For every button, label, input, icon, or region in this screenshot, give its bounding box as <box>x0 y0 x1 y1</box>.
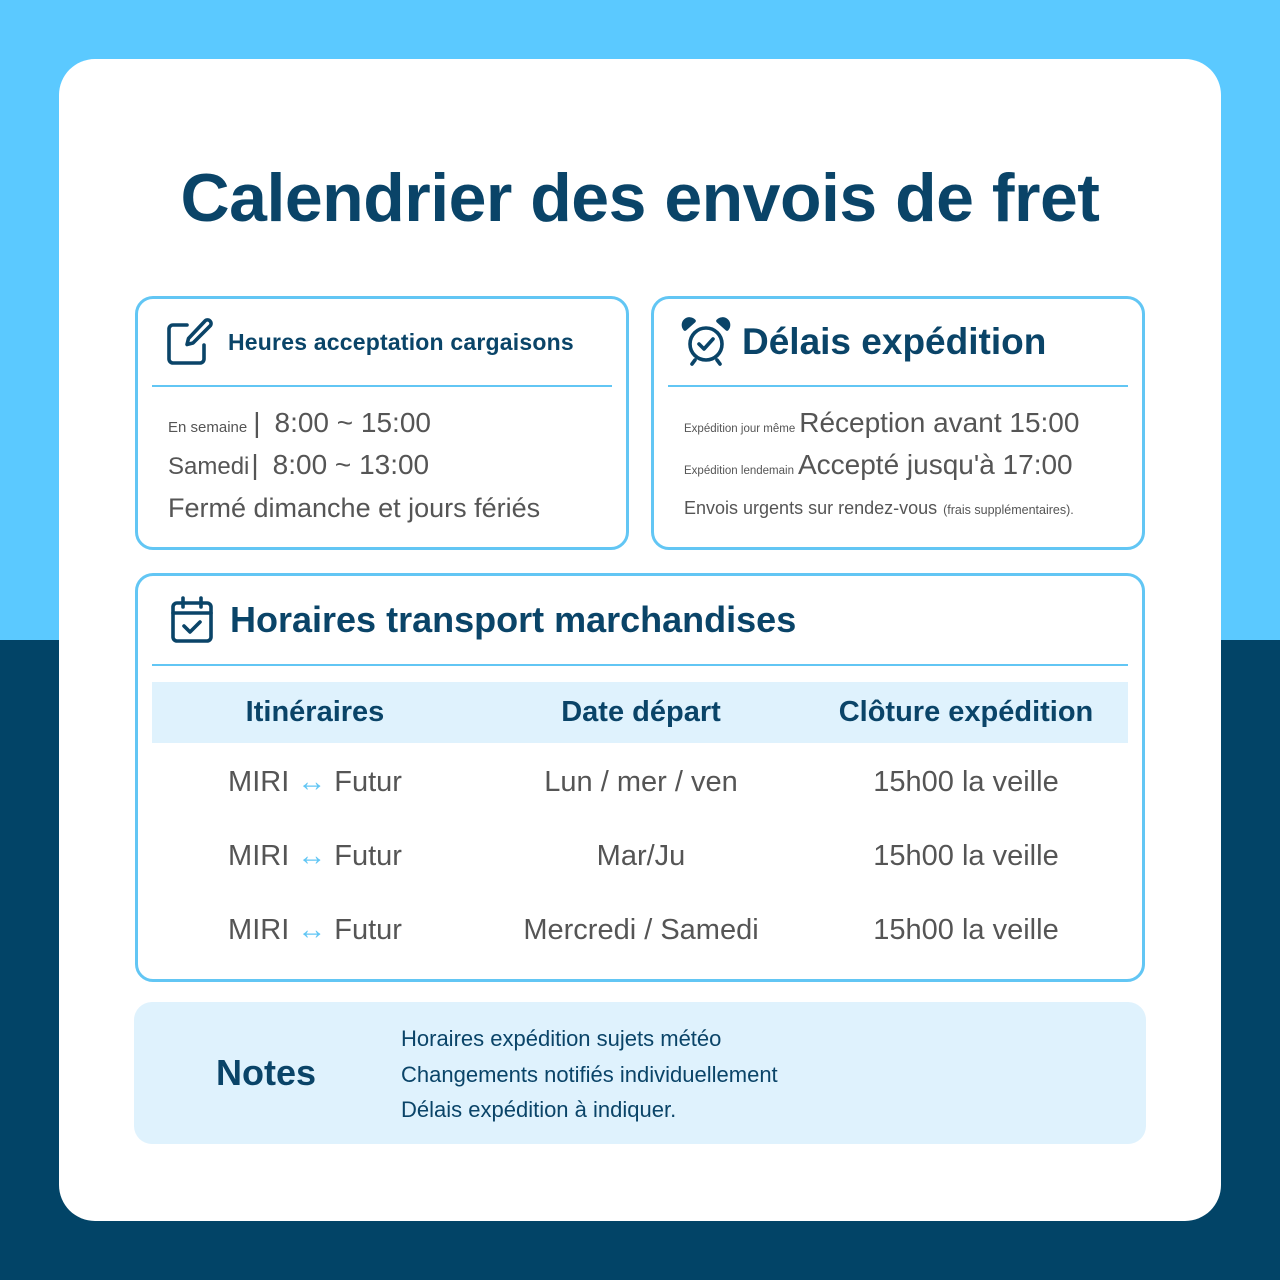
note-item: Changements notifiés individuellement <box>401 1061 778 1087</box>
table-row <box>152 826 1128 886</box>
urgent-row <box>684 498 1074 519</box>
shipping-delays-panel <box>651 296 1145 550</box>
acceptance-hours-panel <box>135 296 629 550</box>
transport-schedule-header <box>152 576 1128 666</box>
route-from: MIRI <box>228 839 290 872</box>
next-day-row <box>684 449 1073 481</box>
cutoff-cell: 15h00 la veille <box>873 839 1059 872</box>
acceptance-hours-heading: Heures acceptation cargaisons <box>228 328 574 355</box>
cutoff-cell: 15h00 la veille <box>873 765 1059 798</box>
shipping-delays-header <box>668 299 1128 387</box>
alarm-clock-icon <box>678 314 734 370</box>
notes-box <box>134 1002 1146 1144</box>
route-to: Futur <box>334 913 402 946</box>
column-header-routes: Itinéraires <box>245 696 385 728</box>
shipping-delays-heading: Délais expédition <box>742 321 1047 362</box>
urgent-text: Envois urgents sur rendez-vous <box>684 498 938 518</box>
saturday-hours: 8:00 ~ 13:00 <box>272 449 430 480</box>
bidirectional-arrow-icon: ↔ <box>297 765 327 798</box>
urgent-note: (frais supplémentaires). <box>943 503 1074 517</box>
calendar-check-icon <box>164 592 220 648</box>
cutoff-cell: 15h00 la veille <box>873 913 1059 946</box>
same-day-label: Expédition jour même <box>684 423 796 435</box>
transport-schedule-heading: Horaires transport marchandises <box>230 599 797 640</box>
page-title: Calendrier des envois de fret <box>180 160 1100 236</box>
notes-list <box>401 1024 778 1131</box>
note-item: Horaires expédition sujets météo <box>401 1026 722 1051</box>
column-header-cutoff: Clôture expédition <box>838 696 1094 728</box>
note-item: Délais expédition à indiquer. <box>401 1097 677 1122</box>
bidirectional-arrow-icon: ↔ <box>297 839 327 872</box>
acceptance-hours-header <box>152 299 612 387</box>
weekday-hours: 8:00 ~ 15:00 <box>274 407 431 438</box>
separator: | <box>253 407 261 438</box>
edit-icon <box>160 314 216 370</box>
notes-label: Notes <box>216 1052 317 1093</box>
saturday-hours-row <box>168 449 429 481</box>
table-row <box>152 752 1128 812</box>
route-cell <box>152 840 478 873</box>
column-header-departure: Date départ <box>561 696 721 728</box>
separator: | <box>251 449 259 480</box>
route-to: Futur <box>334 765 402 798</box>
next-day-value: Accepté jusqu'à 17:00 <box>797 449 1073 480</box>
route-from: MIRI <box>228 765 290 798</box>
closed-note: Fermé dimanche et jours fériés <box>168 493 541 523</box>
same-day-value: Réception avant 15:00 <box>799 407 1080 438</box>
same-day-row <box>684 407 1079 439</box>
departure-cell: Lun / mer / ven <box>544 765 738 798</box>
route-cell <box>152 766 478 799</box>
weekday-label: En semaine <box>168 419 248 436</box>
saturday-label: Samedi <box>168 453 250 480</box>
table-header <box>152 682 1128 743</box>
bidirectional-arrow-icon: ↔ <box>297 913 327 946</box>
departure-cell: Mar/Ju <box>596 839 686 872</box>
route-cell <box>152 914 478 947</box>
next-day-label: Expédition lendemain <box>684 465 794 477</box>
weekday-hours-row <box>168 407 431 439</box>
transport-schedule-panel <box>135 573 1145 982</box>
route-from: MIRI <box>228 913 290 946</box>
route-to: Futur <box>334 839 402 872</box>
table-row <box>152 900 1128 960</box>
departure-cell: Mercredi / Samedi <box>523 913 759 946</box>
